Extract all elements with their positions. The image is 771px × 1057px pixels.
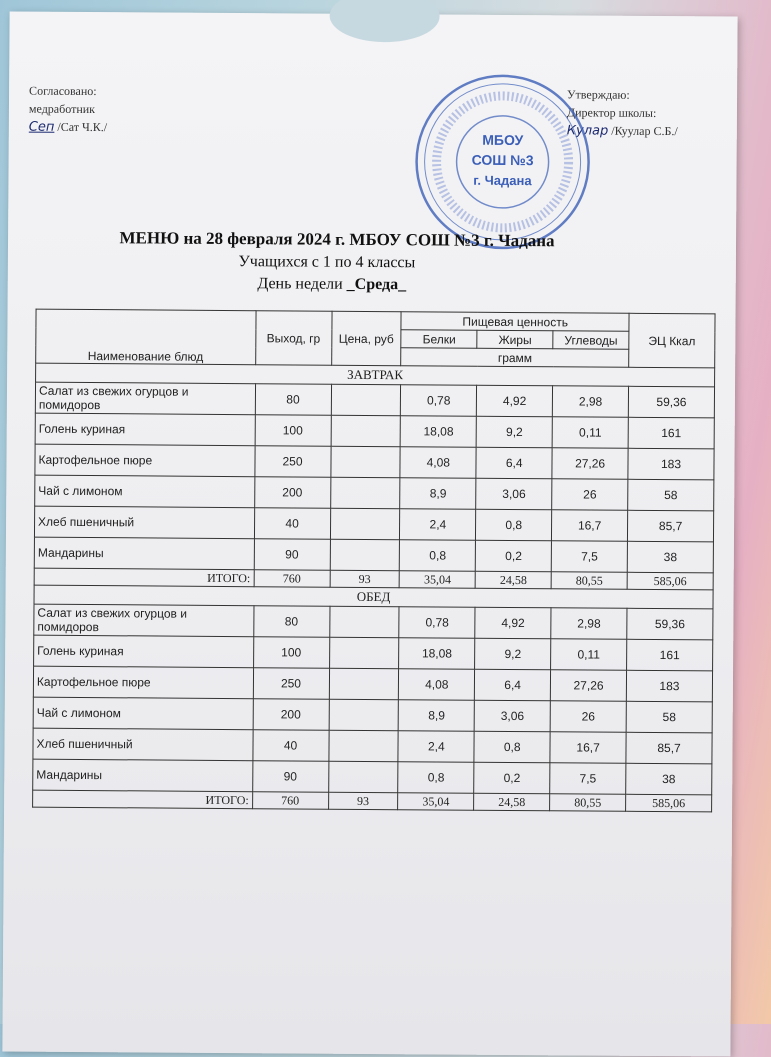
signature-scribble-right: Кулар bbox=[566, 123, 609, 139]
stamp-line-3: г. Чадана bbox=[473, 172, 532, 189]
cell-energy: 183 bbox=[628, 448, 714, 480]
weekday-label: День недели bbox=[257, 275, 347, 293]
total-output: 760 bbox=[254, 570, 330, 588]
table-row bbox=[34, 604, 713, 640]
cell-dish: Голень куриная bbox=[34, 635, 254, 668]
cell-protein: 0,78 bbox=[401, 385, 477, 417]
cell-energy: 161 bbox=[627, 639, 713, 671]
table-row bbox=[33, 759, 712, 795]
cell-price bbox=[331, 415, 401, 446]
approval-left bbox=[29, 82, 108, 138]
cell-fat: 0,2 bbox=[474, 762, 550, 794]
cell-dish: Хлеб пшеничный bbox=[33, 728, 253, 761]
cell-output: 200 bbox=[253, 699, 329, 731]
table-row bbox=[33, 697, 712, 733]
total-row bbox=[33, 790, 712, 812]
cell-dish: Мандарины bbox=[33, 759, 253, 792]
section-title: ЗАВТРАК bbox=[36, 363, 715, 387]
cell-energy: 85,7 bbox=[628, 510, 714, 542]
total-energy: 585,06 bbox=[626, 794, 712, 812]
cell-output: 40 bbox=[253, 730, 329, 762]
approval-right-position: Директор школы: bbox=[566, 105, 657, 120]
page-subtitle: Учащихся с 1 по 4 классы bbox=[238, 253, 416, 272]
school-stamp bbox=[413, 72, 592, 251]
cell-fat: 3,06 bbox=[476, 478, 552, 510]
cell-fat: 4,92 bbox=[475, 607, 551, 639]
cell-price bbox=[330, 446, 400, 477]
cell-protein: 0,8 bbox=[400, 540, 476, 572]
cell-carbs: 16,7 bbox=[550, 732, 626, 764]
cell-carbs: 16,7 bbox=[552, 510, 628, 542]
cell-dish: Хлеб пшеничный bbox=[34, 506, 254, 539]
menu-table bbox=[32, 309, 715, 813]
table-row bbox=[35, 444, 714, 480]
table-row bbox=[34, 506, 713, 542]
total-fat: 24,58 bbox=[475, 571, 551, 589]
cell-output: 90 bbox=[254, 539, 330, 571]
cell-fat: 9,2 bbox=[475, 638, 551, 670]
cell-dish: Голень куриная bbox=[35, 413, 255, 446]
cell-protein: 4,08 bbox=[399, 669, 475, 701]
cell-price bbox=[330, 508, 400, 539]
header-price: Цена, руб bbox=[331, 311, 401, 365]
cell-output: 90 bbox=[252, 761, 328, 793]
cell-carbs: 0,11 bbox=[552, 417, 628, 449]
cell-output: 100 bbox=[253, 637, 329, 669]
cell-dish: Мандарины bbox=[34, 537, 254, 570]
table-row bbox=[33, 666, 712, 702]
weekday-line bbox=[0, 273, 736, 297]
section-title: ОБЕД bbox=[34, 585, 713, 609]
cell-output: 250 bbox=[254, 446, 330, 478]
approval-left-heading: Согласовано: bbox=[29, 83, 97, 99]
cell-carbs: 7,5 bbox=[551, 541, 627, 573]
header-output: Выход, гр bbox=[255, 311, 331, 366]
cell-carbs: 2,98 bbox=[552, 386, 628, 418]
header-block bbox=[8, 227, 736, 296]
cell-energy: 59,36 bbox=[628, 386, 714, 418]
cell-energy: 38 bbox=[627, 541, 713, 573]
cell-fat: 9,2 bbox=[476, 416, 552, 448]
cell-price bbox=[330, 539, 400, 570]
header-unit: грамм bbox=[401, 348, 629, 368]
cell-dish: Чай с лимоном bbox=[33, 697, 253, 730]
cell-carbs: 26 bbox=[552, 479, 628, 511]
weekday-value: _Среда_ bbox=[346, 275, 407, 294]
cell-output: 100 bbox=[255, 415, 331, 447]
cell-energy: 183 bbox=[626, 670, 712, 702]
cell-protein: 0,8 bbox=[398, 762, 474, 794]
cell-energy: 161 bbox=[628, 417, 714, 449]
cell-protein: 4,08 bbox=[400, 447, 476, 479]
menu-sheet bbox=[2, 11, 737, 1056]
cell-price bbox=[329, 668, 399, 699]
cell-output: 40 bbox=[254, 508, 330, 540]
cell-dish: Салат из свежих огурцов и помидоров bbox=[35, 382, 255, 415]
cell-energy: 58 bbox=[628, 479, 714, 511]
cell-protein: 18,08 bbox=[399, 638, 475, 670]
table-row bbox=[33, 728, 712, 764]
cell-carbs: 27,26 bbox=[552, 448, 628, 480]
cell-energy: 38 bbox=[626, 763, 712, 795]
cell-price bbox=[329, 637, 399, 668]
header-dish: Наименование блюд bbox=[36, 309, 256, 365]
cell-dish: Картофельное пюре bbox=[35, 444, 255, 477]
cell-output: 250 bbox=[253, 668, 329, 700]
cell-energy: 58 bbox=[626, 701, 712, 733]
cell-protein: 8,9 bbox=[399, 700, 475, 732]
cell-price bbox=[328, 761, 398, 792]
approval-left-name: /Сат Ч.К./ bbox=[57, 119, 108, 135]
cell-energy: 85,7 bbox=[626, 732, 712, 764]
cell-fat: 0,2 bbox=[476, 540, 552, 572]
cell-fat: 0,8 bbox=[474, 731, 550, 763]
stamp-line-2: СОШ №3 bbox=[471, 151, 534, 169]
table-row bbox=[34, 635, 713, 671]
total-fat: 24,58 bbox=[474, 793, 550, 811]
total-price: 93 bbox=[328, 792, 398, 809]
cell-energy: 59,36 bbox=[627, 608, 713, 640]
approval-right-heading: Утверждаю: bbox=[567, 87, 630, 102]
cell-price bbox=[328, 730, 398, 761]
signature-scribble-left: Сеп bbox=[28, 119, 55, 135]
cell-output: 80 bbox=[253, 606, 329, 638]
stamp-line-1: МБОУ bbox=[482, 131, 524, 149]
header-fat: Жиры bbox=[477, 330, 553, 349]
header-protein: Белки bbox=[401, 330, 477, 349]
cell-carbs: 2,98 bbox=[551, 608, 627, 640]
table-row bbox=[35, 413, 714, 449]
cell-output: 200 bbox=[254, 477, 330, 509]
total-price: 93 bbox=[330, 570, 400, 587]
total-label: ИТОГО: bbox=[34, 568, 254, 587]
cell-dish: Салат из свежих огурцов и помидоров bbox=[34, 604, 254, 637]
cell-dish: Чай с лимоном bbox=[35, 475, 255, 508]
cell-output: 80 bbox=[255, 384, 331, 416]
cell-carbs: 7,5 bbox=[550, 763, 626, 795]
approval-left-position: медработник bbox=[28, 101, 96, 117]
header-nutrition: Пищевая ценность bbox=[401, 312, 629, 332]
total-protein: 35,04 bbox=[400, 571, 476, 589]
cell-protein: 2,4 bbox=[398, 731, 474, 763]
cell-protein: 8,9 bbox=[400, 478, 476, 510]
total-label: ИТОГО: bbox=[33, 790, 253, 809]
cell-fat: 4,92 bbox=[477, 385, 553, 417]
header-energy: ЭЦ Ккал bbox=[629, 313, 715, 368]
total-carbs: 80,55 bbox=[550, 794, 626, 812]
cell-fat: 3,06 bbox=[474, 700, 550, 732]
sleeve-notch bbox=[329, 0, 439, 42]
page-title: МЕНЮ на 28 февраля 2024 г. МБОУ СОШ №3 г. Чадана bbox=[119, 228, 555, 251]
cell-carbs: 27,26 bbox=[550, 670, 626, 702]
table-row bbox=[34, 537, 713, 573]
cell-protein: 0,78 bbox=[399, 607, 475, 639]
cell-price bbox=[329, 606, 399, 637]
cell-price bbox=[330, 477, 400, 508]
approval-left-signature-line bbox=[29, 118, 107, 138]
header-carbs: Углеводы bbox=[553, 331, 629, 350]
cell-fat: 0,8 bbox=[476, 509, 552, 541]
table-row bbox=[35, 475, 714, 511]
table-row bbox=[35, 382, 714, 418]
cell-protein: 2,4 bbox=[400, 509, 476, 541]
cell-carbs: 26 bbox=[550, 701, 626, 733]
cell-carbs: 0,11 bbox=[551, 639, 627, 671]
total-carbs: 80,55 bbox=[551, 572, 627, 590]
cell-fat: 6,4 bbox=[476, 447, 552, 479]
total-energy: 585,06 bbox=[627, 572, 713, 590]
cell-dish: Картофельное пюре bbox=[33, 666, 253, 699]
cell-fat: 6,4 bbox=[475, 669, 551, 701]
cell-protein: 18,08 bbox=[401, 416, 477, 448]
approval-right-name: /Куулар С.Б./ bbox=[611, 123, 678, 139]
total-output: 760 bbox=[252, 792, 328, 810]
cell-price bbox=[329, 699, 399, 730]
total-protein: 35,04 bbox=[398, 793, 474, 811]
cell-price bbox=[331, 384, 401, 415]
